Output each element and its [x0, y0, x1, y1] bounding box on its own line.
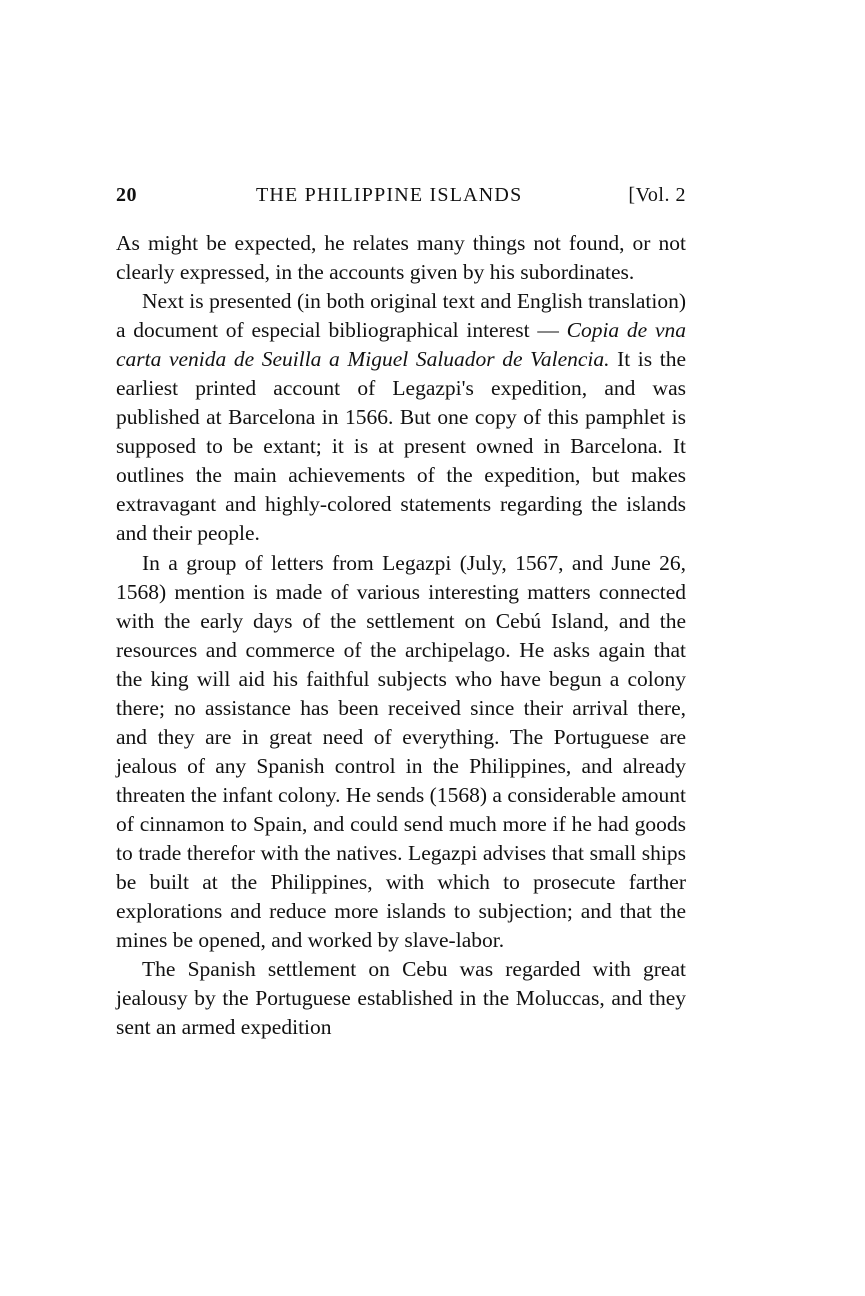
running-head	[116, 180, 686, 214]
paragraph-1: As might be expected, he relates many things not found, or not clearly expressed, in the accounts given by his subordinates.	[116, 231, 686, 285]
book-title: THE PHILIPPINE ISLANDS	[256, 184, 523, 206]
paragraph-2-intro: Next is presented (in both original text and English translation) a document of especial bibliographical interest —	[116, 289, 686, 343]
body-text	[116, 229, 686, 1042]
paragraph-2-rest: It is the earliest printed account of Legazpi's expedition, and was published at Barcelona in 1566. But one copy of this pamphlet is supposed to be extant; it is at present owned in Barcelona. It outlines the main achievements of the expedition, but makes extravagant and highly-colored statements regarding the islands and their people.	[116, 347, 686, 546]
paragraph-3: In a group of letters from Legazpi (July, 1567, and June 26, 1568) mention is made of various interesting matters connected with the early days of the settlement on Cebú Island, and the resources and commerce of the archipelago. He asks again that the king will aid his faithful subjects who have begun a colony there; no assistance has been received since their arrival there, and they are in great need of everything. The Portuguese are jealous of any Spanish control in the Philippines, and already threaten the infant colony. He sends (1568) a considerable amount of cinnamon to Spain, and could send much more if he had goods to trade therefor with the natives. Legazpi advises that small ships be built at the Philippines, with which to prosecute farther explorations and reduce more islands to subjection; and that the mines be opened, and worked by slave-labor.	[116, 550, 686, 953]
paragraph-4: The Spanish settlement on Cebu was regarded with great jealousy by the Portuguese established in the Moluccas, and they sent an armed expedition	[116, 957, 686, 1040]
paragraph-2	[116, 287, 686, 548]
page-number: 20	[116, 184, 137, 206]
volume-label: [Vol. 2	[628, 184, 686, 206]
document-title: Copia de vna carta venida de Seuilla a Miguel Saluador de Valencia.	[116, 318, 686, 372]
